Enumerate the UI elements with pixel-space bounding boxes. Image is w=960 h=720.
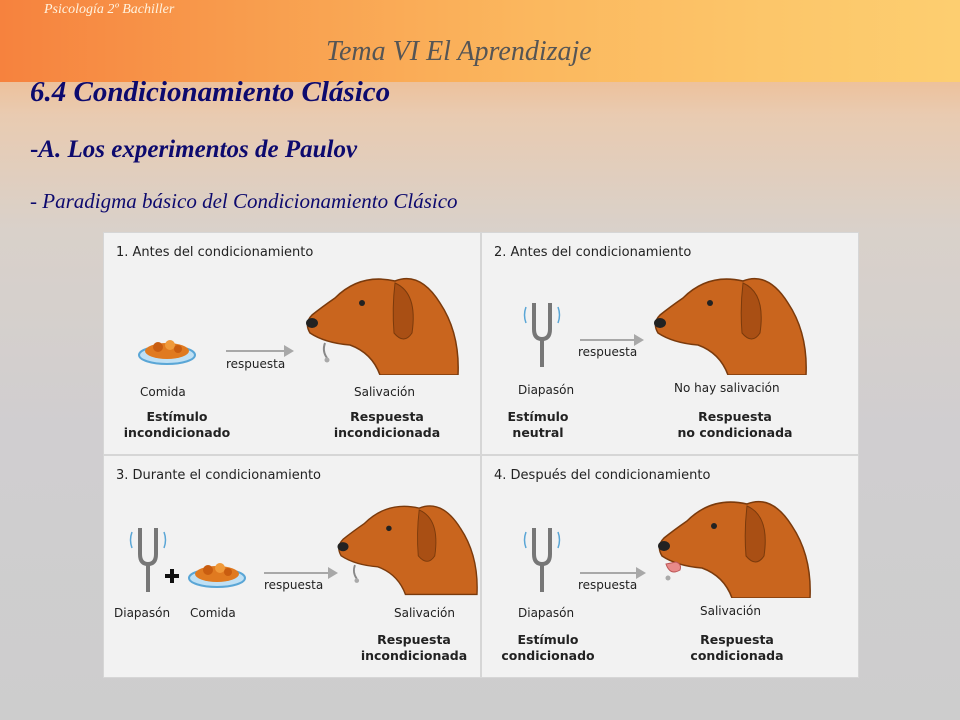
- stimulus-type-label: Estímulo neutral: [507, 409, 569, 440]
- tuning-fork-icon: [522, 524, 562, 594]
- tuning-fork-icon: [522, 299, 562, 369]
- stimulus-label: Diapasón: [114, 606, 171, 620]
- subtitle-experiments: [30, 136, 357, 164]
- arrow-icon: [264, 572, 330, 574]
- panel-heading: 2. Antes del condicionamiento: [494, 245, 692, 260]
- dash: -: [30, 136, 39, 163]
- dog-salivating-icon: [332, 488, 481, 598]
- response-type-label: Respuesta condicionada: [690, 632, 784, 663]
- topic-title: Tema VI El Aprendizaje: [326, 36, 592, 67]
- stimulus-2-label: Comida: [190, 606, 236, 620]
- panel-after-conditioning: [481, 455, 859, 678]
- food-bowl-icon: [136, 333, 198, 367]
- reaction-label: Salivación: [394, 606, 455, 620]
- arrow-icon: [226, 350, 286, 352]
- arrow-label: respuesta: [226, 357, 286, 371]
- plus-icon: [164, 568, 180, 584]
- conditioning-figure: [103, 232, 859, 678]
- arrow-icon: [580, 572, 638, 574]
- subtitle-paradigm: [30, 189, 458, 214]
- stimulus-label: Diapasón: [518, 383, 575, 397]
- subtitle-paradigm-text: Paradigma básico del Condicionamiento Clásico: [42, 189, 458, 213]
- section-title: 6.4 Condicionamiento Clásico: [30, 76, 391, 108]
- subtitle-experiments-text: A. Los experimentos de Paulov: [38, 136, 358, 163]
- arrow-icon: [580, 339, 636, 341]
- panel-before-conditioning-2: [481, 232, 859, 455]
- stimulus-type-label: Estímulo incondicionado: [123, 409, 231, 440]
- panel-heading: 1. Antes del condicionamiento: [116, 245, 314, 260]
- response-type-label: Respuesta incondicionada: [360, 632, 468, 663]
- response-type-label: Respuesta incondicionada: [333, 409, 441, 440]
- reaction-label: Salivación: [700, 604, 761, 618]
- dog-icon: [648, 263, 818, 375]
- food-bowl-icon: [186, 556, 248, 590]
- course-label: Psicología 2º Bachiller: [44, 2, 175, 17]
- stimulus-label: Diapasón: [518, 606, 575, 620]
- response-type-label: Respuesta no condicionada: [677, 409, 793, 440]
- stimulus-label: Comida: [140, 385, 186, 399]
- dash: -: [30, 189, 37, 213]
- panel-before-conditioning-1: [103, 232, 481, 455]
- dog-salivating-icon: [652, 486, 822, 598]
- panel-during-conditioning: [103, 455, 481, 678]
- reaction-label: No hay salivación: [674, 381, 780, 395]
- panel-heading: 3. Durante el condicionamiento: [116, 468, 321, 483]
- reaction-label: Salivación: [354, 385, 415, 399]
- arrow-label: respuesta: [578, 345, 638, 359]
- arrow-label: respuesta: [264, 578, 324, 592]
- stimulus-type-label: Estímulo condicionado: [501, 632, 595, 663]
- panel-heading: 4. Después del condicionamiento: [494, 468, 711, 483]
- tuning-fork-icon: [128, 524, 168, 594]
- arrow-label: respuesta: [578, 578, 638, 592]
- dog-salivating-icon: [300, 263, 470, 375]
